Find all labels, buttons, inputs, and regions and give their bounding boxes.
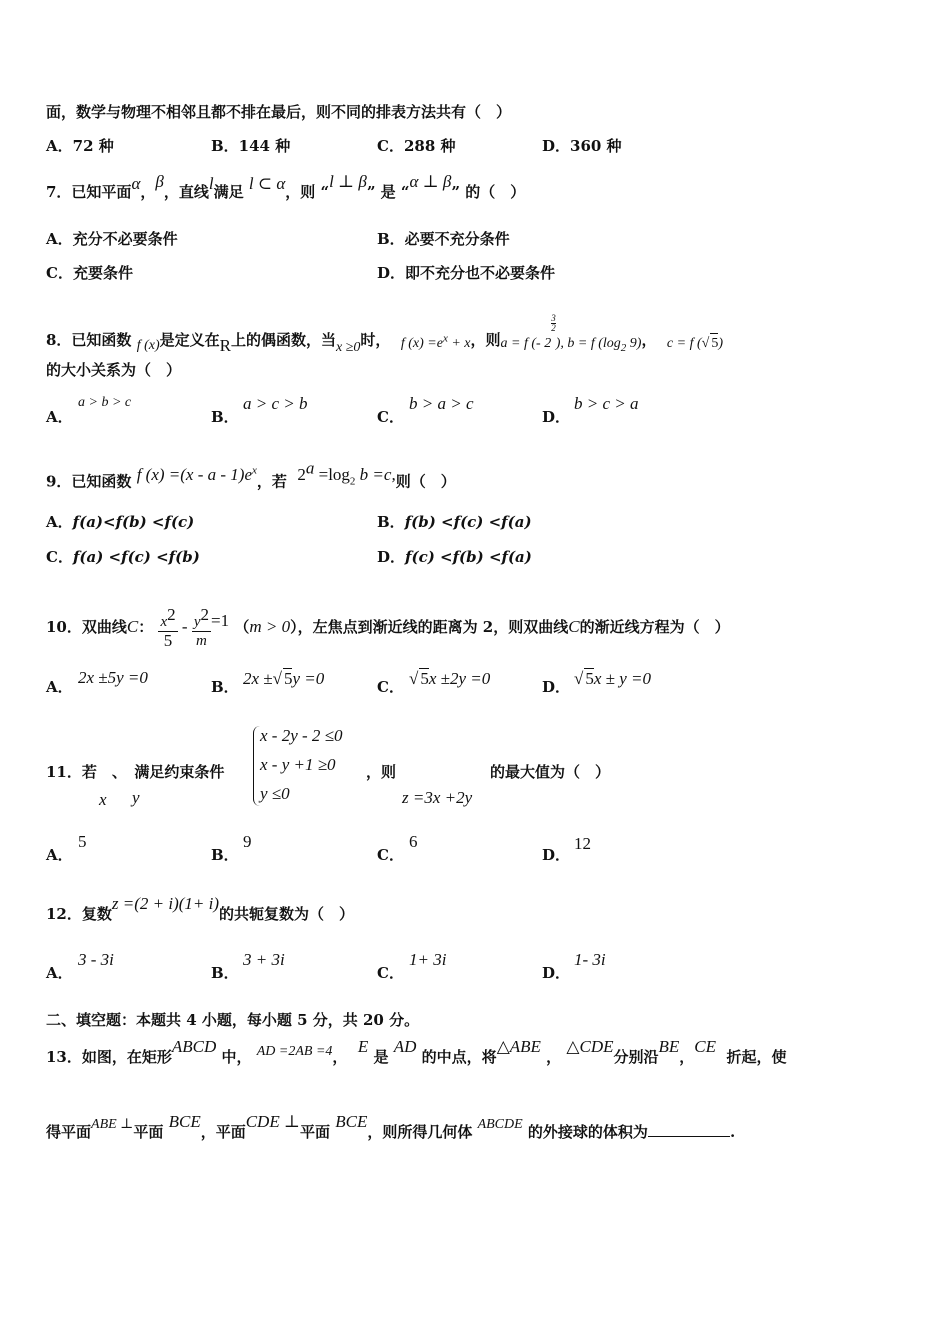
- q7-alpha: α: [131, 174, 141, 193]
- q8-value-b-close: 9): [626, 336, 642, 351]
- q13-text-5: 的中点，将: [421, 1048, 497, 1066]
- q8-def-exp: x: [442, 332, 448, 345]
- q10-curve-c-2: C: [568, 617, 580, 636]
- q9-text-1: 9．已知函数: [46, 472, 132, 491]
- q9-label-c: C．: [46, 548, 73, 566]
- q8-option-a-label: A．: [46, 408, 73, 426]
- q8-option-d-label: D．: [542, 408, 571, 426]
- q8-text-5: ，则: [470, 331, 501, 349]
- q10-m-condition: m > 0: [249, 617, 291, 636]
- q11-stem-1: 11．若 、 满足约束条件: [46, 763, 225, 781]
- q13-text-8: 折起，使: [726, 1048, 787, 1066]
- q11-option-b-label: B．: [211, 846, 239, 864]
- q7-statement-1: l ⊥ β: [329, 172, 367, 191]
- q13-text-4: 是: [373, 1048, 389, 1066]
- q8-text-3: 上的偶函数，当: [230, 331, 336, 349]
- q9-option-d: [377, 547, 532, 567]
- q8-def-base: f (x) =e: [400, 336, 443, 351]
- q12-text-2: 的共轭复数为（ ）: [219, 905, 355, 923]
- q12-stem: [46, 894, 355, 924]
- q8-option-b-label: B．: [211, 408, 239, 426]
- q7-beta: β: [155, 172, 164, 191]
- q9-cond-rest: b =c,: [355, 464, 396, 484]
- q13-answer-blank[interactable]: [648, 1122, 730, 1137]
- q10-stem: [46, 606, 730, 650]
- q7-option-b: B．必要不充分条件: [377, 230, 510, 248]
- q6-option-c: C．288 种: [377, 137, 456, 155]
- q10-frac-y: $\frac{y^2}{m}$: [193, 605, 209, 649]
- q10-denominator-m: m: [195, 633, 207, 649]
- q12-option-d: 1- 3i: [574, 950, 606, 969]
- q9-choice-a: f(a)<f(b) <f(c): [72, 513, 195, 531]
- q13-text-6: ，: [546, 1048, 562, 1066]
- q12-option-a-label: A．: [46, 964, 73, 982]
- q9-stem: [46, 458, 456, 498]
- q8-option-c: b > a > c: [409, 394, 474, 413]
- q9-option-b: [377, 512, 532, 532]
- q8-comma: ，: [641, 331, 657, 349]
- q12-option-a: 3 - 3i: [78, 950, 114, 969]
- q9-option-a: [46, 512, 194, 532]
- q10-curve-c: C: [126, 617, 139, 636]
- q13-text-9: 得平面: [46, 1123, 92, 1141]
- q10-equals-1: =1: [210, 611, 230, 630]
- q7-option-c: C．充要条件: [46, 264, 133, 282]
- q8-function: f (x): [136, 338, 160, 353]
- q8-value-b: , b = f (log: [560, 336, 621, 351]
- q10-text-3: （: [234, 618, 250, 636]
- q13-text-13: ，则所得几何体: [367, 1123, 473, 1141]
- q8-option-d: b > c > a: [574, 394, 639, 413]
- q9-function: [137, 465, 257, 484]
- q13-text-14: 的外接球的体积为: [527, 1123, 648, 1141]
- q8-exp-den: 2: [551, 323, 556, 333]
- q7-option-a: A．充分不必要条件: [46, 230, 178, 248]
- q10-b-part-1: 2x ±: [243, 669, 273, 688]
- q7-line-l: l: [208, 174, 214, 193]
- q12-option-c-label: C．: [377, 964, 404, 982]
- q12-option-c: 1+ 3i: [409, 950, 447, 969]
- q8-set-r: R: [219, 336, 231, 355]
- q7-statement-2: α ⊥ β: [409, 172, 452, 191]
- q7-text-1: 7．已知平面: [46, 183, 132, 201]
- q11-constraint-3: y ≤0: [260, 784, 290, 803]
- q13-separator: ，: [679, 1048, 695, 1066]
- q13-solid-abcde: ABCDE: [477, 1117, 523, 1132]
- q8-option-b: a > c > b: [243, 394, 308, 413]
- q11-stem-2: ，则: [366, 763, 397, 781]
- q10-text-2: ：: [138, 618, 154, 636]
- q6-option-d: D．360 种: [542, 137, 622, 155]
- q10-option-d: √ 5x ± y =0: [574, 669, 651, 688]
- q9-option-c: [46, 547, 200, 567]
- q8-sqrt-5: 5: [710, 333, 718, 354]
- q13-triangle-abe: △ABE: [496, 1037, 541, 1056]
- q8-value-c-close: ): [718, 336, 723, 351]
- q10-text-4: ），左焦点到渐近线的距离为 2，则双曲线: [290, 618, 569, 636]
- q13-text-2: 中，: [221, 1048, 252, 1066]
- q13-triangle-cde: △CDE: [566, 1037, 614, 1056]
- q8-option-a: a > b > c: [78, 395, 132, 410]
- q13-segment-be: BE: [658, 1037, 680, 1056]
- q11-option-a-label: A．: [46, 846, 73, 864]
- q11-var-y: y: [132, 788, 140, 807]
- q9-label-d: D．: [377, 548, 406, 566]
- q9-cond-log: =log: [314, 464, 350, 484]
- q8-value-c-open: c = f (: [666, 336, 702, 351]
- q9-choice-d: f(c) <f(b) <f(a): [405, 548, 532, 566]
- q8-values: [500, 313, 642, 354]
- q9-function-body: f (x) =(x - a - 1)e: [136, 464, 252, 484]
- q7-condition: l ⊂ α: [248, 174, 286, 193]
- section-2-heading: 二、填空题：本题共 4 小题，每小题 5 分，共 20 分。: [46, 1011, 420, 1029]
- q13-period: .: [729, 1123, 736, 1141]
- q13-segment-ce: CE: [694, 1037, 717, 1056]
- q8-option-c-label: C．: [377, 408, 404, 426]
- q9-choice-c: f(a) <f(c) <f(b): [72, 548, 200, 566]
- q11-option-c: 6: [409, 832, 418, 851]
- q10-option-a: 2x ±5y =0: [78, 668, 148, 687]
- q7-text-4: ，则 “: [285, 183, 330, 201]
- q12-option-b: 3 + 3i: [243, 950, 285, 969]
- q8-exp-num: 3: [551, 313, 556, 323]
- q11-constraint-2: x - y +1 ≥0: [260, 755, 336, 774]
- q7-text-6: ” 的（ ）: [451, 183, 526, 201]
- q10-option-c: √ 5x ±2y =0: [409, 669, 491, 688]
- q12-option-b-label: B．: [211, 964, 239, 982]
- q9-condition: [297, 458, 396, 488]
- q9-choice-b: f(b) <f(c) <f(a): [404, 513, 532, 531]
- q12-text-1: 12．复数: [46, 905, 112, 923]
- q8-definition: [400, 332, 471, 351]
- q13-plane-abe: ABE ⊥: [91, 1117, 134, 1132]
- q13-plane-bce-2: BCE: [335, 1112, 368, 1131]
- q9-label-a: A．: [46, 513, 73, 531]
- q10-option-b: 2x ±√ 5y =0: [243, 669, 325, 688]
- q13-plane-bce: BCE: [168, 1112, 201, 1131]
- q13-text-11: ，平面: [200, 1123, 246, 1141]
- q10-option-d-label: D．: [542, 678, 571, 696]
- q13-stem-1: [46, 1037, 787, 1069]
- q10-denominator-5: 5: [163, 631, 173, 650]
- q13-text-7: 分别沿: [613, 1048, 659, 1066]
- q10-option-a-label: A．: [46, 678, 73, 696]
- q12-option-d-label: D．: [542, 964, 571, 982]
- q8-value-a: a = f (- 2: [500, 336, 552, 351]
- q11-option-a: 5: [78, 832, 87, 851]
- q8-log-base: 2: [620, 341, 627, 354]
- q6-option-b: B．144 种: [211, 137, 291, 155]
- q8-stem: [46, 312, 723, 356]
- q9-cond-base: 2: [297, 464, 306, 484]
- q9-text-2: ，若: [256, 472, 287, 491]
- q8-exponent: [551, 314, 556, 333]
- q13-rect-abcd: ABCD: [171, 1037, 217, 1056]
- q10-text-1: 10．双曲线: [46, 618, 127, 636]
- q7-option-d: D．即不充分也不必要条件: [377, 264, 556, 282]
- q11-option-d-label: D．: [542, 846, 571, 864]
- q10-minus: -: [177, 617, 192, 636]
- q10-text-5: 的渐近线方程为（ ）: [579, 618, 730, 636]
- q10-d-sqrt: 5: [585, 669, 594, 688]
- q11-option-b: 9: [243, 832, 252, 851]
- q10-c-rest: x ±2y =0: [428, 669, 491, 688]
- q11-var-x: x: [99, 790, 107, 809]
- q13-segment-ad: AD: [393, 1037, 417, 1056]
- q10-option-b-label: B．: [211, 678, 239, 696]
- q7-text-2: ，直线: [163, 183, 209, 201]
- q10-option-c-label: C．: [377, 678, 404, 696]
- q9-cond-log-base: 2: [349, 475, 356, 488]
- q8-def-rest: + x: [447, 336, 471, 351]
- q8-stem-2: 的大小关系为（ ）: [46, 361, 182, 379]
- q13-text-3: ，: [332, 1048, 348, 1066]
- q11-option-d: 12: [574, 834, 591, 853]
- q8-text-1: 8．已知函数: [46, 331, 132, 349]
- q13-text-1: 13．如图，在矩形: [46, 1048, 172, 1066]
- q10-c-sqrt: 5: [420, 669, 429, 688]
- q10-x: x: [160, 614, 168, 630]
- q10-b-sqrt: 5: [283, 669, 293, 688]
- q8-text-4: 时，: [360, 331, 391, 349]
- q11-stem-3: 的最大值为（ ）: [490, 763, 611, 781]
- q9-label-b: B．: [377, 513, 405, 531]
- q11-constraint-brace: [253, 726, 260, 806]
- q13-condition: AD =2AB =4: [256, 1044, 333, 1059]
- q11-constraint-1: x - 2y - 2 ≤0: [260, 726, 343, 745]
- q8-value-a-close: ): [555, 336, 561, 351]
- q13-stem-2: [46, 1112, 736, 1144]
- q7-text-5: ” 是 “: [366, 183, 410, 201]
- q8-text-2: 是定义在: [159, 331, 220, 349]
- q7-stem: [46, 172, 526, 202]
- q10-b-part-2: y =0: [292, 669, 325, 688]
- q8-value-c: c = f (√ 5): [667, 336, 723, 351]
- q13-point-e: E: [357, 1037, 369, 1056]
- q6-continuation: 面，数学与物理不相邻且都不排在最后，则不同的排表方法共有（ ）: [46, 103, 512, 121]
- q11-option-c-label: C．: [377, 846, 404, 864]
- q10-frac-x: $\frac{x^2}{5}$: [160, 605, 176, 650]
- q13-plane-cde: CDE ⊥: [245, 1112, 300, 1131]
- q9-text-3: 则（ ）: [395, 472, 456, 491]
- q11-objective: z =3x +2y: [402, 788, 473, 807]
- q6-option-a: A．72 种: [46, 137, 114, 155]
- q13-text-10: 平面: [133, 1123, 164, 1141]
- q9-cond-exp: a: [305, 458, 315, 477]
- q10-d-rest: x ± y =0: [593, 669, 651, 688]
- q7-comma: ，: [140, 183, 156, 201]
- q12-expression: z =(2 + i)(1+ i): [111, 894, 219, 913]
- q8-condition: x ≥0: [336, 340, 361, 355]
- q10-y: y: [193, 614, 201, 630]
- q9-function-exp: x: [252, 464, 257, 476]
- q7-text-3: 满足: [213, 183, 244, 201]
- q13-text-12: 平面: [299, 1123, 330, 1141]
